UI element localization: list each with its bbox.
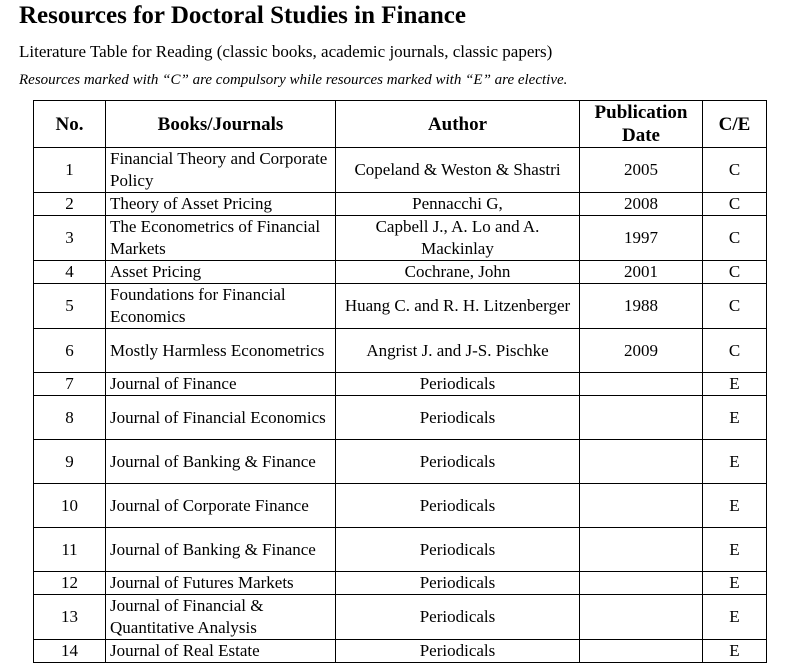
table-row (34, 329, 767, 373)
cell-ce: E (703, 572, 767, 595)
table-row (34, 373, 767, 396)
cell-no: 7 (34, 373, 106, 396)
cell-ce: C (703, 148, 767, 193)
header-author: Author (336, 101, 580, 148)
cell-author: Periodicals (336, 484, 580, 528)
table-row (34, 284, 767, 329)
cell-author: Huang C. and R. H. Litzenberger (336, 284, 580, 329)
cell-title: Journal of Banking & Finance (106, 528, 336, 572)
cell-author: Capbell J., A. Lo and A. Mackinlay (336, 216, 580, 261)
cell-date: 2008 (580, 193, 703, 216)
cell-ce: C (703, 193, 767, 216)
cell-title: Journal of Real Estate (106, 640, 336, 663)
table-row (34, 595, 767, 640)
cell-date: 2001 (580, 261, 703, 284)
cell-no: 3 (34, 216, 106, 261)
cell-no: 4 (34, 261, 106, 284)
table-row (34, 396, 767, 440)
cell-no: 14 (34, 640, 106, 663)
cell-ce: E (703, 440, 767, 484)
table-row (34, 261, 767, 284)
page-subtitle: Literature Table for Reading (classic books, academic journals, classic papers) (19, 42, 553, 61)
table-row (34, 572, 767, 595)
cell-ce: C (703, 261, 767, 284)
cell-ce: E (703, 373, 767, 396)
cell-author: Cochrane, John (336, 261, 580, 284)
cell-author: Periodicals (336, 640, 580, 663)
table-row (34, 528, 767, 572)
cell-no: 6 (34, 329, 106, 373)
cell-date: 1988 (580, 284, 703, 329)
cell-author: Periodicals (336, 572, 580, 595)
cell-date (580, 373, 703, 396)
cell-ce: E (703, 396, 767, 440)
table-row (34, 484, 767, 528)
cell-date: 2009 (580, 329, 703, 373)
table-row (34, 440, 767, 484)
cell-title: Asset Pricing (106, 261, 336, 284)
cell-date (580, 640, 703, 663)
cell-author: Periodicals (336, 396, 580, 440)
cell-ce: E (703, 484, 767, 528)
cell-title: Journal of Finance (106, 373, 336, 396)
cell-ce: E (703, 528, 767, 572)
cell-title: Journal of Corporate Finance (106, 484, 336, 528)
header-books-journals: Books/Journals (106, 101, 336, 148)
literature-table (33, 100, 767, 663)
cell-title: The Econometrics of Financial Markets (106, 216, 336, 261)
cell-title: Journal of Financial & Quantitative Analysis (106, 595, 336, 640)
cell-title: Financial Theory and Corporate Policy (106, 148, 336, 193)
cell-title: Mostly Harmless Econometrics (106, 329, 336, 373)
cell-title: Journal of Futures Markets (106, 572, 336, 595)
cell-author: Pennacchi G, (336, 193, 580, 216)
page-title: Resources for Doctoral Studies in Finance (19, 2, 466, 29)
cell-ce: E (703, 640, 767, 663)
header-no: No. (34, 101, 106, 148)
cell-date (580, 595, 703, 640)
cell-author: Angrist J. and J-S. Pischke (336, 329, 580, 373)
cell-no: 2 (34, 193, 106, 216)
legend-note: Resources marked with “C” are compulsory while resources marked with “E” are elective. (19, 72, 568, 88)
cell-date (580, 528, 703, 572)
table-row (34, 148, 767, 193)
cell-no: 1 (34, 148, 106, 193)
cell-date (580, 572, 703, 595)
cell-author: Periodicals (336, 528, 580, 572)
header-c-e: C/E (703, 101, 767, 148)
table-row (34, 193, 767, 216)
cell-author: Periodicals (336, 595, 580, 640)
cell-date: 1997 (580, 216, 703, 261)
table-header-row (34, 101, 767, 148)
cell-date: 2005 (580, 148, 703, 193)
cell-title: Journal of Banking & Finance (106, 440, 336, 484)
cell-ce: C (703, 329, 767, 373)
header-publication-date: Publication Date (580, 101, 703, 148)
cell-no: 13 (34, 595, 106, 640)
cell-author: Periodicals (336, 373, 580, 396)
table-row (34, 640, 767, 663)
cell-date (580, 484, 703, 528)
cell-date (580, 396, 703, 440)
cell-no: 9 (34, 440, 106, 484)
cell-author: Periodicals (336, 440, 580, 484)
cell-no: 5 (34, 284, 106, 329)
cell-author: Copeland & Weston & Shastri (336, 148, 580, 193)
cell-title: Foundations for Financial Economics (106, 284, 336, 329)
cell-no: 10 (34, 484, 106, 528)
table-row (34, 216, 767, 261)
cell-ce: C (703, 216, 767, 261)
cell-no: 12 (34, 572, 106, 595)
cell-ce: C (703, 284, 767, 329)
cell-title: Journal of Financial Economics (106, 396, 336, 440)
cell-ce: E (703, 595, 767, 640)
cell-no: 11 (34, 528, 106, 572)
cell-no: 8 (34, 396, 106, 440)
cell-title: Theory of Asset Pricing (106, 193, 336, 216)
cell-date (580, 440, 703, 484)
